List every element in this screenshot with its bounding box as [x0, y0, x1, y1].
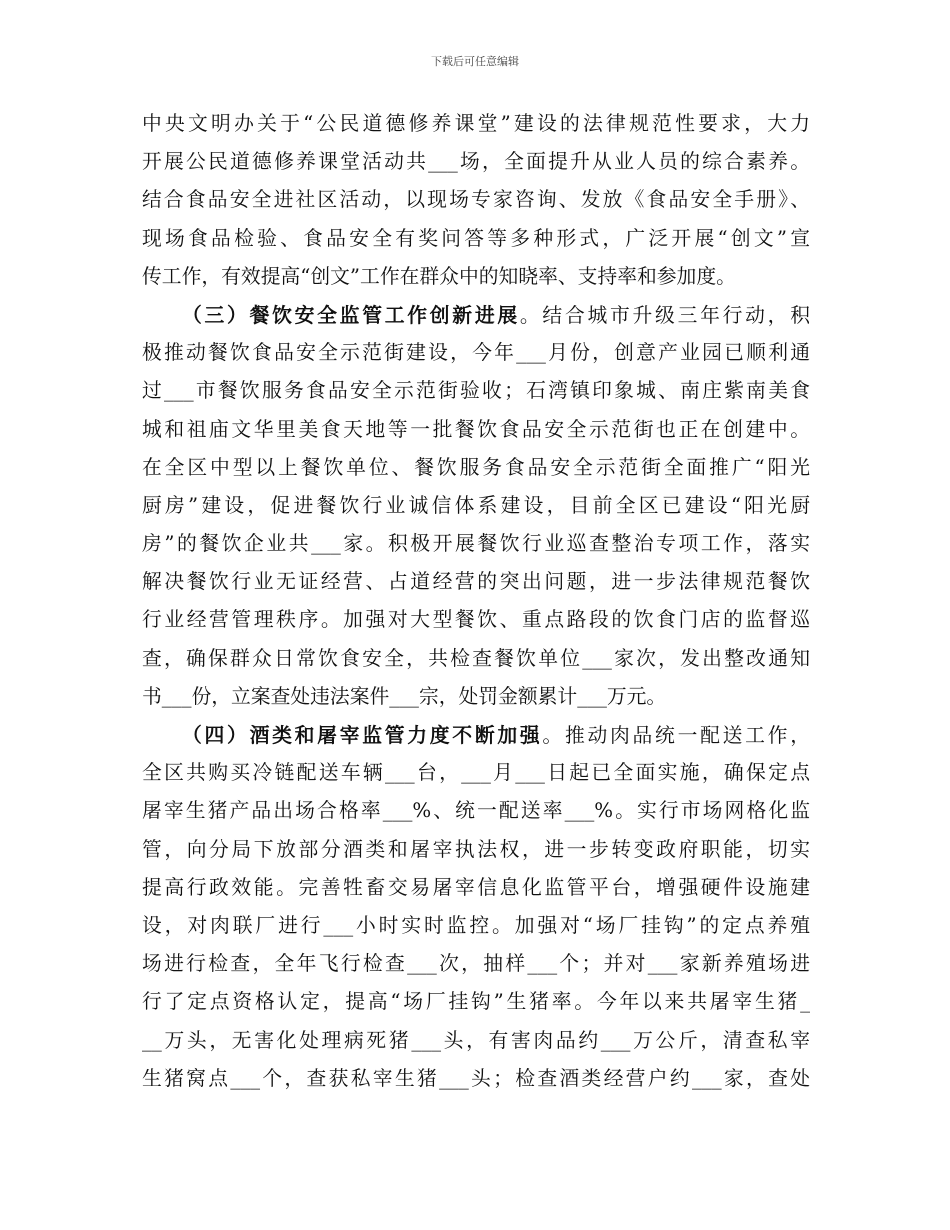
paragraph-catering-safety: [142, 296, 810, 716]
text-line: [142, 716, 810, 754]
text-line: 管，向分局下放部分酒类和屠宰执法权，进一步转变政府职能，切实: [142, 837, 810, 861]
heading-continuation: 。结合城市升级三年行动，积: [519, 303, 810, 327]
text-line: 场进行检查，全年飞行检查___次，抽样___个；并对___家新养殖场进: [142, 952, 810, 976]
text-line: 行业经营管理秩序。加强对大型餐饮、重点路段的饮食门店的监督巡: [142, 608, 810, 632]
paragraph-liquor-slaughter: [142, 716, 810, 1098]
text-line: 设，对肉联厂进行___小时实时监控。加强对“场厂挂钩”的定点养殖: [142, 913, 810, 937]
text-line: 房”的餐饮企业共___家。积极开展餐饮行业巡查整治专项工作，落实: [142, 532, 810, 556]
page-header-note: 下载后可任意编辑: [431, 55, 519, 68]
document-body: [142, 105, 810, 1098]
text-line: 屠宰生猪产品出场合格率___%、统一配送率___%。实行市场网格化监: [142, 799, 810, 823]
text-line: 城和祖庙文华里美食天地等一批餐饮食品安全示范街也正在创建中。: [142, 417, 810, 441]
text-line: 结合食品安全进社区活动，以现场专家咨询、发放《食品安全手册》、: [142, 188, 810, 212]
text-line: __万头，无害化处理病死猪___头，有害肉品约___万公斤，清查私宰: [142, 1028, 810, 1052]
text-line: 厨房”建设，促进餐饮行业诚信体系建设，目前全区已建设“阳光厨: [142, 493, 810, 517]
text-line: 行了定点资格认定，提高“场厂挂钩”生猪率。今年以来共屠宰生猪_: [142, 990, 810, 1014]
text-line: 生猪窝点___个，查获私宰生猪___头；检查酒类经营户约___家，查处: [142, 1066, 810, 1090]
text-line: 查，确保群众日常饮食安全，共检查餐饮单位___家次，发出整改通知: [142, 646, 810, 670]
text-line: 极推动餐饮食品安全示范街建设，今年___月份，创意产业园已顺利通: [142, 341, 810, 365]
section-heading-catering: （三）餐饮安全监管工作创新进展: [182, 302, 520, 327]
text-line: 全区共购买冷链配送车辆___台，___月___日起已全面实施，确保定点: [142, 761, 810, 785]
text-line: 现场食品检验、食品安全有奖问答等多种形式，广泛开展“创文”宣: [142, 226, 810, 250]
text-line: 中央文明办关于“公民道德修养课堂”建设的法律规范性要求，大力: [142, 112, 810, 135]
text-line: 开展公民道德修养课堂活动共___场，全面提升从业人员的综合素养。: [142, 150, 810, 174]
heading-continuation: 。推动肉品统一配送工作，: [542, 724, 810, 747]
text-line: 书___份，立案查处违法案件___宗，处罚金额累计___万元。: [142, 684, 667, 708]
text-line: 提高行政效能。完善牲畜交易屠宰信息化监管平台，增强硬件设施建: [142, 875, 810, 899]
text-line: 在全区中型以上餐饮单位、餐饮服务食品安全示范街全面推广“阳光: [142, 455, 810, 479]
section-heading-liquor: （四）酒类和屠宰监管力度不断加强: [182, 723, 543, 747]
text-line: [142, 296, 810, 334]
text-line: 解决餐饮行业无证经营、占道经营的突出问题，进一步法律规范餐饮: [142, 570, 810, 594]
paragraph-civic-education: [142, 105, 810, 296]
text-line: 过___市餐饮服务食品安全示范街验收；石湾镇印象城、南庄紫南美食: [142, 379, 810, 403]
text-line: 传工作，有效提高“创文”工作在群众中的知晓率、支持率和参加度。: [142, 264, 736, 288]
